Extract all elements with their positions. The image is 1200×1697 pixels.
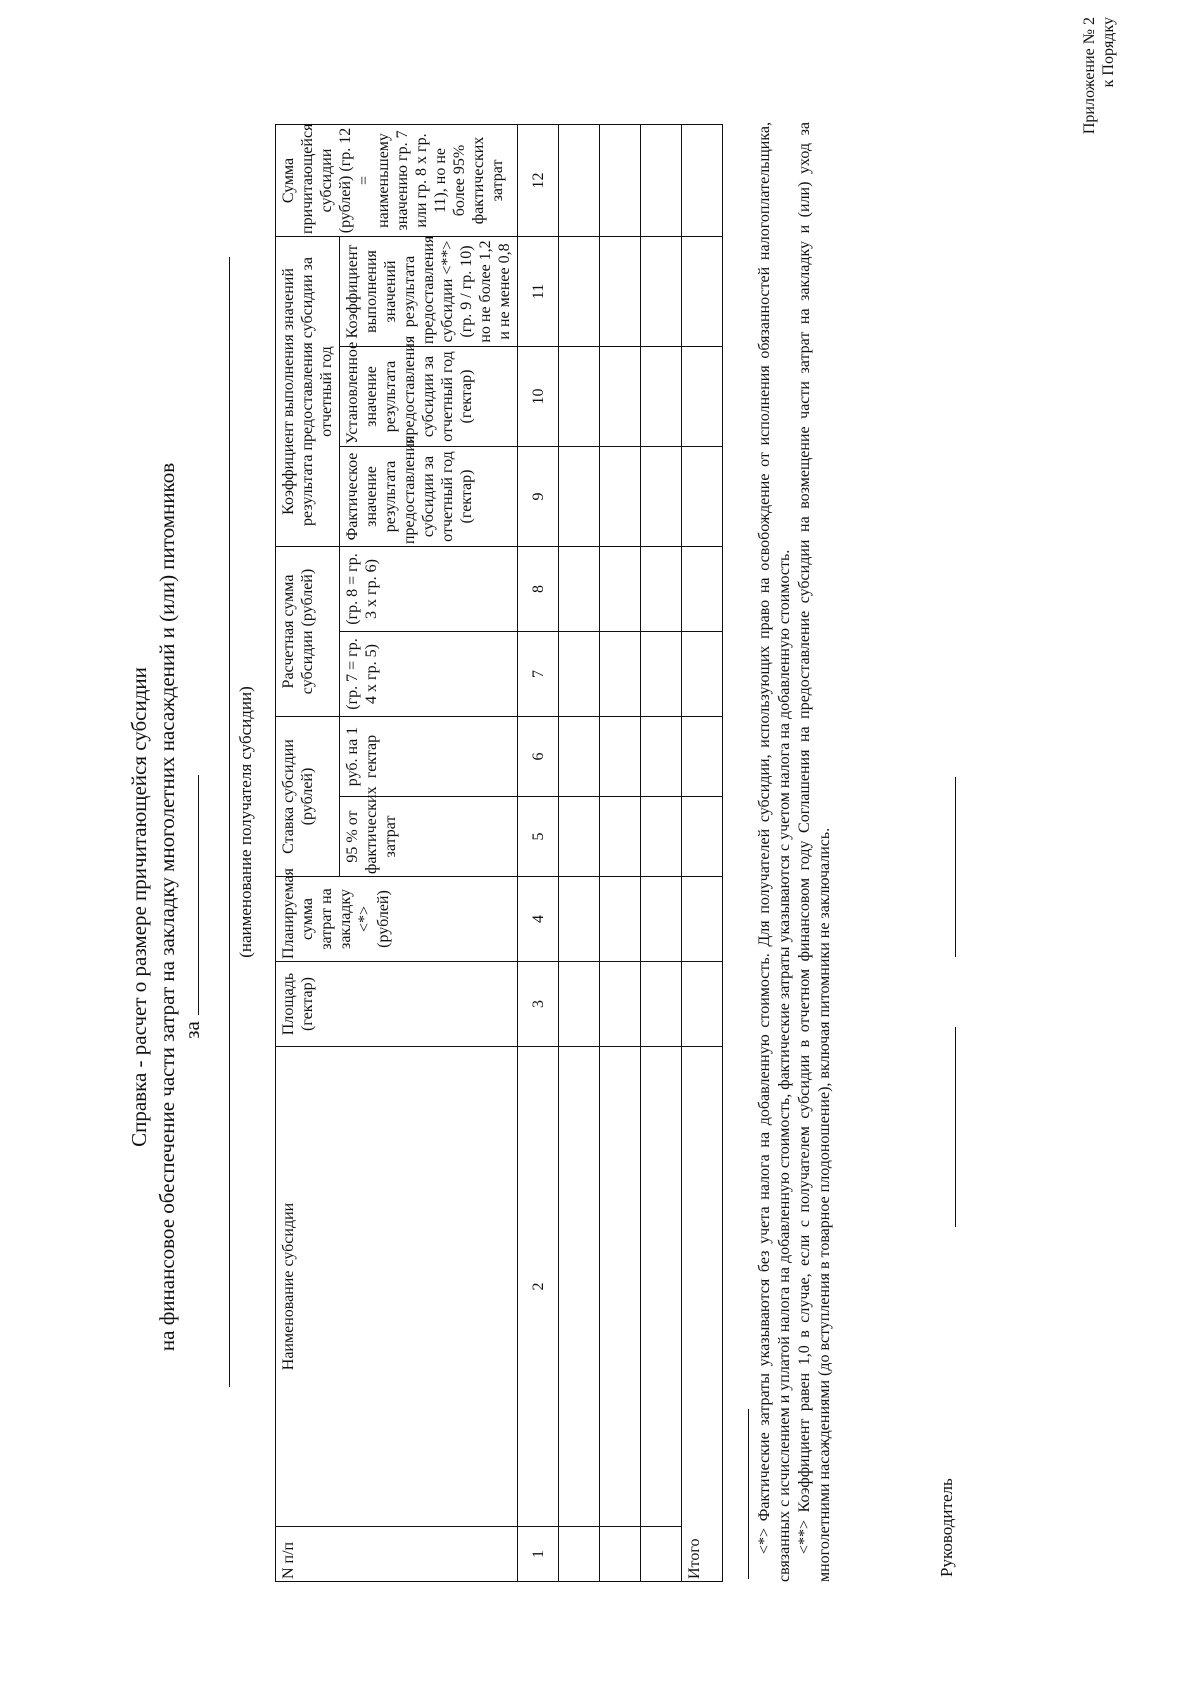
table-cell[interactable]: [641, 447, 682, 547]
table-row: [559, 124, 600, 1581]
table-cell[interactable]: [559, 962, 600, 1047]
table-cell[interactable]: [559, 547, 600, 632]
table-cell[interactable]: [600, 236, 641, 346]
header-rate-per-ha: руб. на 1 гектар: [340, 717, 518, 797]
header-coef-value: Коэффициент выполнения значений результата предоставления субсидии <**> (гр. 9 / гр. 10) но не более 1,2 и не менее 0,8: [340, 236, 518, 346]
num-cell-4: 4: [518, 877, 559, 962]
table-cell[interactable]: [559, 717, 600, 797]
table-cell[interactable]: [559, 632, 600, 717]
table-cell[interactable]: [682, 347, 723, 447]
header-final-sum: Сумма причитающейся субсидии (рублей) (гр. 12 = наименьшему значению гр. 7 или гр. 8 х гр. 11), но не более 95% фактических затрат: [276, 124, 518, 236]
table-cell[interactable]: [682, 547, 723, 632]
doc-title-line1: Справка - расчет о размере причитающейся субсидии: [127, 667, 151, 1147]
table-cell[interactable]: [559, 347, 600, 447]
doc-title-line3: [180, 217, 205, 1597]
table-cell[interactable]: [600, 124, 641, 236]
num-cell-12: 12: [518, 124, 559, 236]
numbers-row: [518, 124, 559, 1581]
table-cell[interactable]: [559, 1527, 600, 1582]
num-cell-5: 5: [518, 797, 559, 877]
num-cell-1: 1: [518, 1527, 559, 1582]
table-cell[interactable]: [641, 962, 682, 1047]
subsidy-table: [275, 124, 723, 1582]
header-fact-value: Фактическое значение результата предоставления субсидии за отчетный год (гектар): [340, 447, 518, 547]
header-area: Площадь (гектар): [276, 962, 518, 1047]
table-cell[interactable]: [600, 447, 641, 547]
total-label: Итого: [682, 1047, 723, 1582]
header-planned-sum: Планируемая сумма затрат на закладку <*> (рублей): [276, 877, 518, 962]
footnote-2: <**> Коэффициент равен 1,0 в случае, если с получателем субсидии в отчетном финансовом году Соглашения на предоставление субсидии на возмещение части затрат на закладку и (или) уход за многолетними насаждениями (до вступления в товарное плодоношение), включая питомники не заключались.: [796, 122, 833, 1582]
total-row: [682, 124, 723, 1581]
table-cell[interactable]: [559, 1047, 600, 1527]
table-cell[interactable]: [600, 347, 641, 447]
period-blank: [182, 775, 199, 1015]
num-cell-8: 8: [518, 547, 559, 632]
appendix-line1: Приложение № 2: [1081, 17, 1098, 135]
table-cell[interactable]: [600, 1527, 641, 1582]
table-cell[interactable]: [641, 547, 682, 632]
table-cell[interactable]: [559, 797, 600, 877]
header-rate-pct: 95 % от фактических затрат: [340, 797, 518, 877]
num-cell-9: 9: [518, 447, 559, 547]
table-cell[interactable]: [559, 124, 600, 236]
header-coef-group: Коэффициент выполнения значений результата предоставления субсидии за отчетный год: [276, 236, 340, 546]
footnotes: [755, 122, 835, 1582]
table-cell[interactable]: [559, 236, 600, 346]
num-cell-2: 2: [518, 1047, 559, 1527]
table-cell[interactable]: [641, 797, 682, 877]
header-calc-7: (гр. 7 = гр. 4 х гр. 5): [340, 632, 518, 717]
table-cell[interactable]: [641, 236, 682, 346]
table-cell[interactable]: [600, 877, 641, 962]
table-cell[interactable]: [600, 717, 641, 797]
header-calc-group: Расчетная сумма субсидии (рублей): [276, 547, 340, 717]
table-row: [600, 124, 641, 1581]
num-cell-10: 10: [518, 347, 559, 447]
header-set-value: Установленное значение результата предоставления субсидии за отчетный год (гектар): [340, 347, 518, 447]
table-cell[interactable]: [682, 632, 723, 717]
header-calc-8: (гр. 8 = гр. 3 х гр. 6): [340, 547, 518, 632]
table-cell[interactable]: [641, 632, 682, 717]
signature-line: [955, 1027, 956, 1227]
table-cell[interactable]: [682, 236, 723, 346]
table-cell[interactable]: [682, 447, 723, 547]
table-cell[interactable]: [682, 717, 723, 797]
num-cell-11: 11: [518, 236, 559, 346]
table-cell[interactable]: [600, 797, 641, 877]
signature-label: Руководитель: [937, 1478, 956, 1577]
table-row: [641, 124, 682, 1581]
table-cell[interactable]: [600, 1047, 641, 1527]
header-row-1: [276, 124, 340, 1581]
table-cell[interactable]: [682, 962, 723, 1047]
table-cell[interactable]: [641, 1047, 682, 1527]
footnote-rule: [748, 1409, 749, 1579]
table-cell[interactable]: [641, 717, 682, 797]
table-cell[interactable]: [682, 124, 723, 236]
table-cell[interactable]: [559, 877, 600, 962]
num-cell-7: 7: [518, 632, 559, 717]
header-rate-group: Ставка субсидии (рублей): [276, 717, 340, 877]
num-cell-3: 3: [518, 962, 559, 1047]
table-cell[interactable]: [682, 877, 723, 962]
signature-name-line: [955, 777, 956, 957]
doc-title-line2: на финансовое обеспечение части затрат на закладку многолетних насаждений и (или) питомников: [155, 462, 179, 1352]
appendix-label: [1080, 17, 1118, 217]
footnote-1: <*> Фактические затраты указываются без учета налога на добавленную стоимость. Для получателей субсидии, использующих право на освобождение от исполнения обязанностей налогоплательщика, связанных с исчислением и уплатой налога на добавленную стоимость, фактические затраты указываются с учетом налога на добавленную стоимость.: [756, 122, 793, 1582]
period-prefix: за: [180, 1021, 204, 1039]
table-cell[interactable]: [559, 447, 600, 547]
table-cell[interactable]: [641, 1527, 682, 1582]
table-cell[interactable]: [600, 962, 641, 1047]
table-cell[interactable]: [682, 797, 723, 877]
table-cell[interactable]: [641, 877, 682, 962]
appendix-line2: к Порядку: [1100, 17, 1117, 88]
recipient-line: [228, 257, 230, 1387]
table-cell[interactable]: [600, 547, 641, 632]
table-cell[interactable]: [600, 632, 641, 717]
num-cell-6: 6: [518, 717, 559, 797]
header-name: Наименование субсидии: [276, 1047, 518, 1527]
table-cell[interactable]: [641, 124, 682, 236]
header-num: N п/п: [276, 1527, 518, 1582]
table-cell[interactable]: [641, 347, 682, 447]
recipient-caption: (наименование получателя субсидии): [236, 686, 255, 958]
